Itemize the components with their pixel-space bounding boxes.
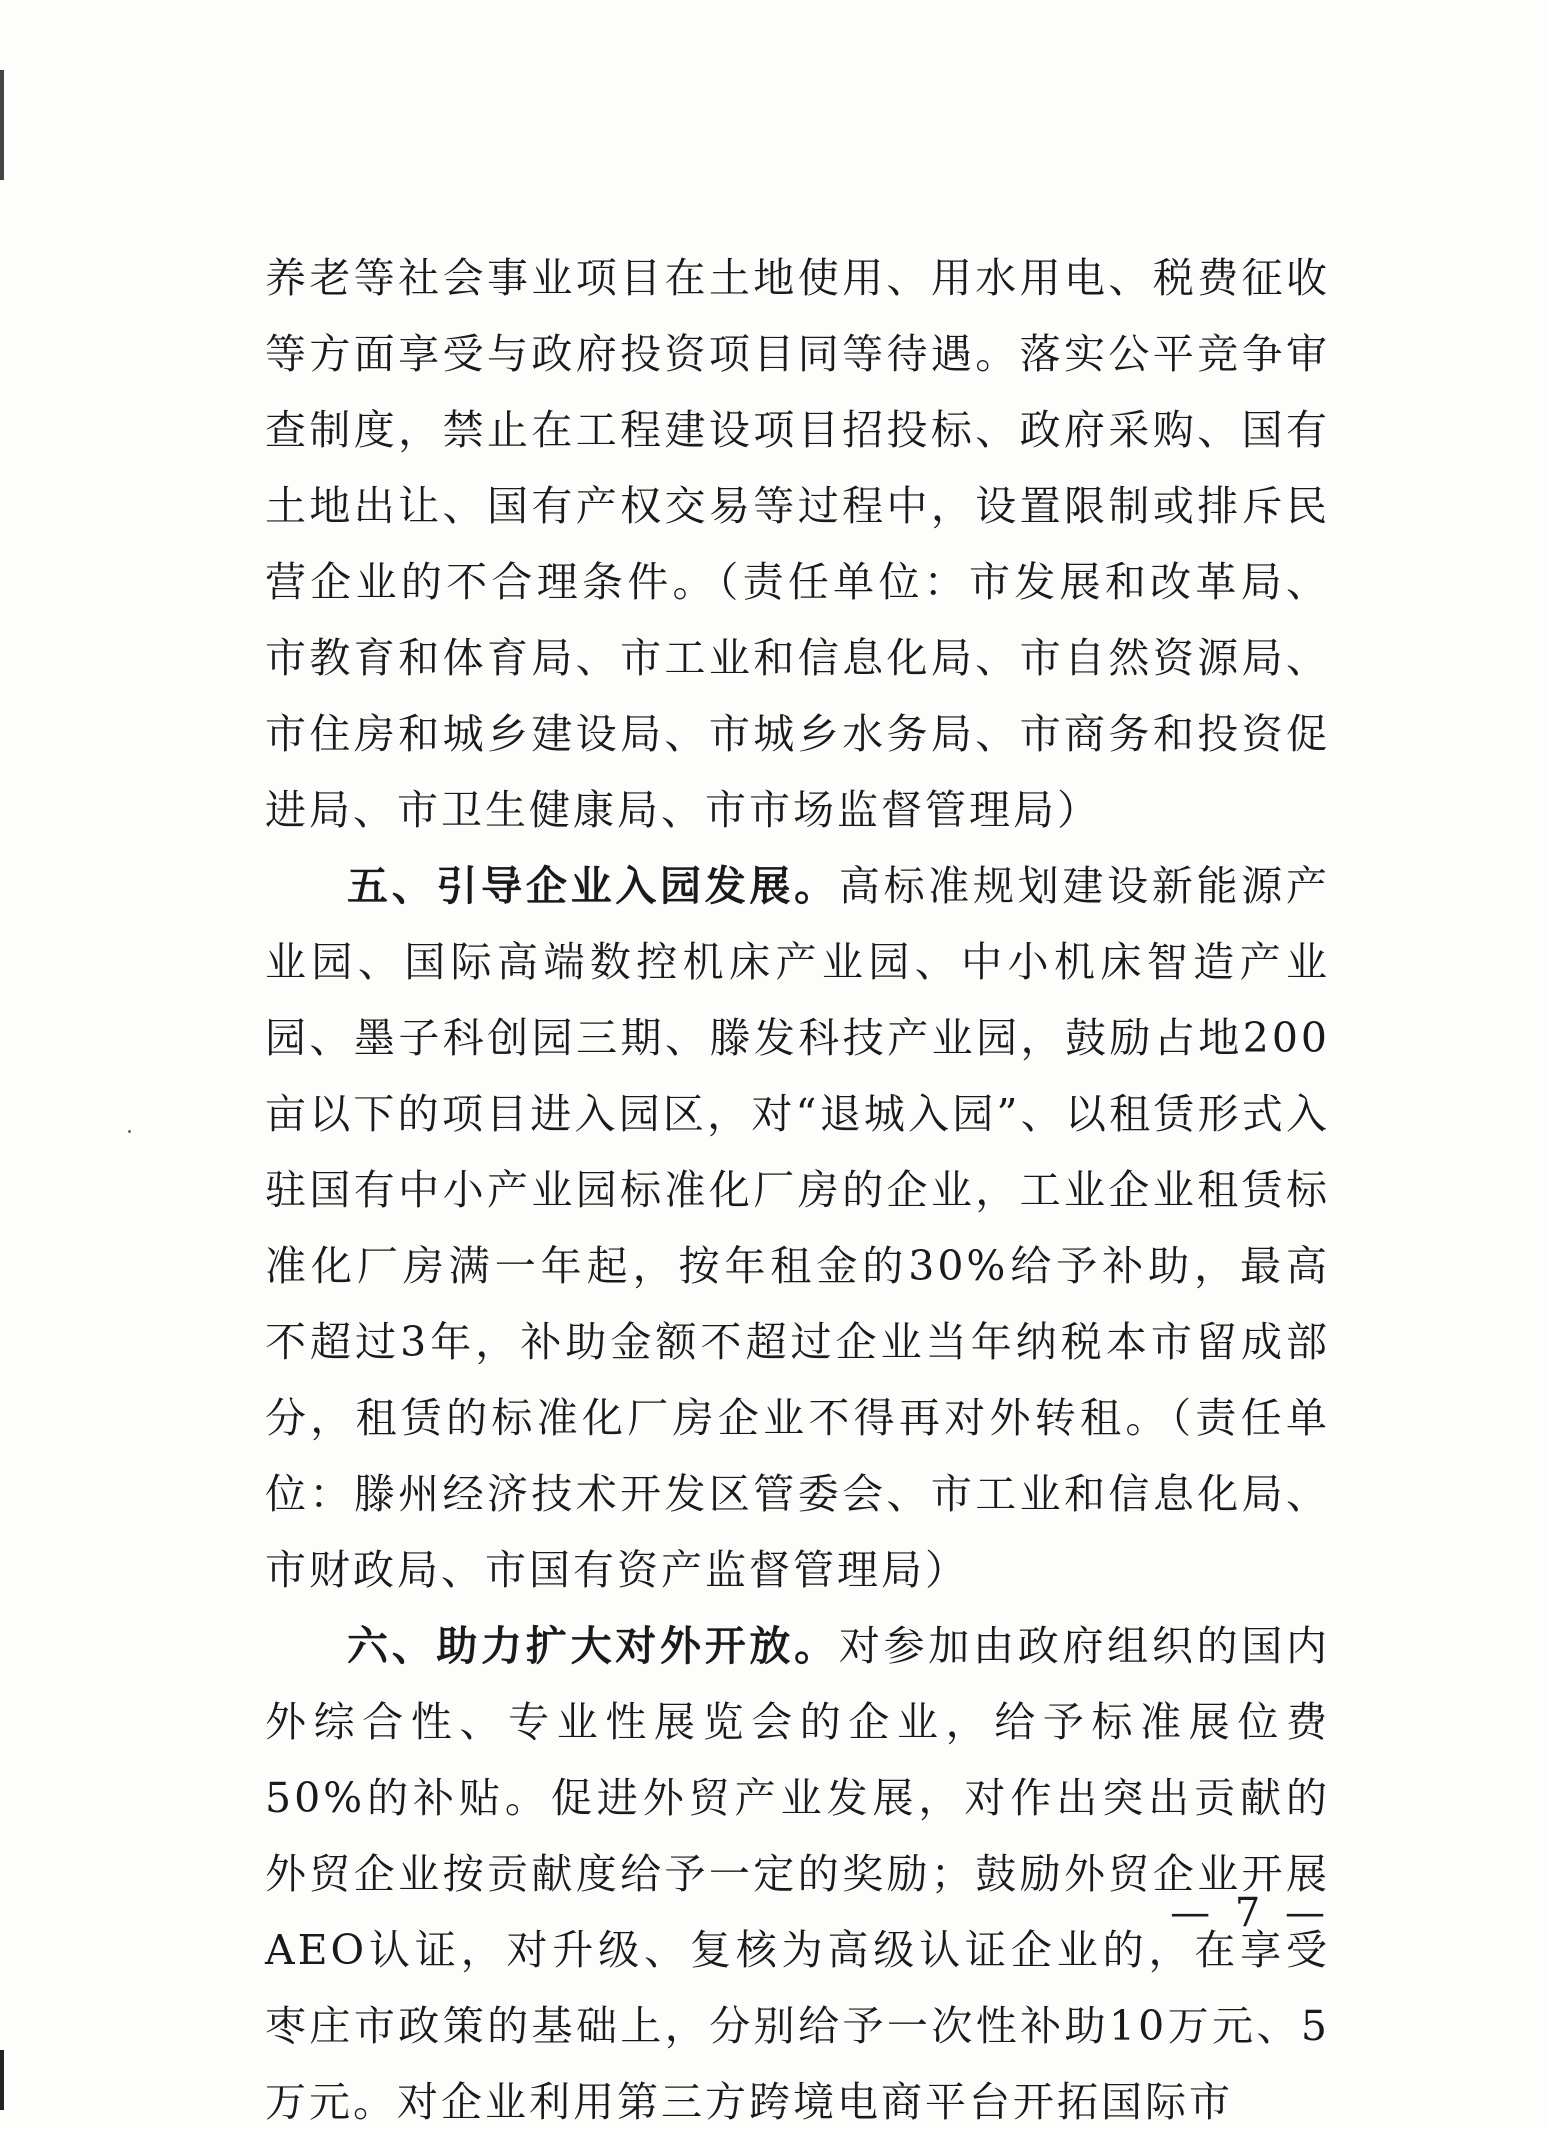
paragraph-continuation <box>265 240 1330 848</box>
scan-edge-mark <box>0 2050 4 2110</box>
page-number: — 7 — <box>1170 1890 1331 1936</box>
paragraph-text: 高标准规划建设新能源产业园、国际高端数控机床产业园、中小机床智造产业园、墨子科创园三期、滕发科技产业园，鼓励占地200亩以下的项目进入园区，对“退城入园”、以租赁形式入驻国有中小产业园标准化厂房的企业，工业企业租赁标准化厂房满一年起，按年租金的30%给予补助，最高不超过3年，补助金额不超过企业当年纳税本市留成部分，租赁的标准化厂房企业不得再对外转租。（责任单位：滕州经济技术开发区管委会、市工业和信息化局、市财政局、市国有资产监督管理局） <box>265 862 1331 1594</box>
scan-speck <box>128 1130 131 1133</box>
document-body <box>265 240 1330 2140</box>
paragraph-section-five <box>265 848 1330 1608</box>
section-heading: 五、引导企业入园发展。 <box>347 862 839 910</box>
paragraph-text: 对参加由政府组织的国内外综合性、专业性展览会的企业，给予标准展位费50%的补贴。促进外贸产业发展，对作出突出贡献的外贸企业按贡献度给予一定的奖励；鼓励外贸企业开展AEO认证，对升级、复核为高级认证企业的，在享受枣庄市政策的基础上，分别给予一次性补助10万元、5万元。对企业利用第三方跨境电商平台开拓国际市 <box>265 1622 1331 2126</box>
scan-edge-mark <box>0 70 4 180</box>
paragraph-text: 养老等社会事业项目在土地使用、用水用电、税费征收等方面享受与政府投资项目同等待遇。落实公平竞争审查制度，禁止在工程建设项目招投标、政府采购、国有土地出让、国有产权交易等过程中，设置限制或排斥民营企业的不合理条件。（责任单位：市发展和改革局、市教育和体育局、市工业和信息化局、市自然资源局、市住房和城乡建设局、市城乡水务局、市商务和投资促进局、市卫生健康局、市市场监督管理局） <box>265 254 1330 834</box>
paragraph-section-six <box>265 1608 1330 2140</box>
section-heading: 六、助力扩大对外开放。 <box>347 1622 839 1670</box>
